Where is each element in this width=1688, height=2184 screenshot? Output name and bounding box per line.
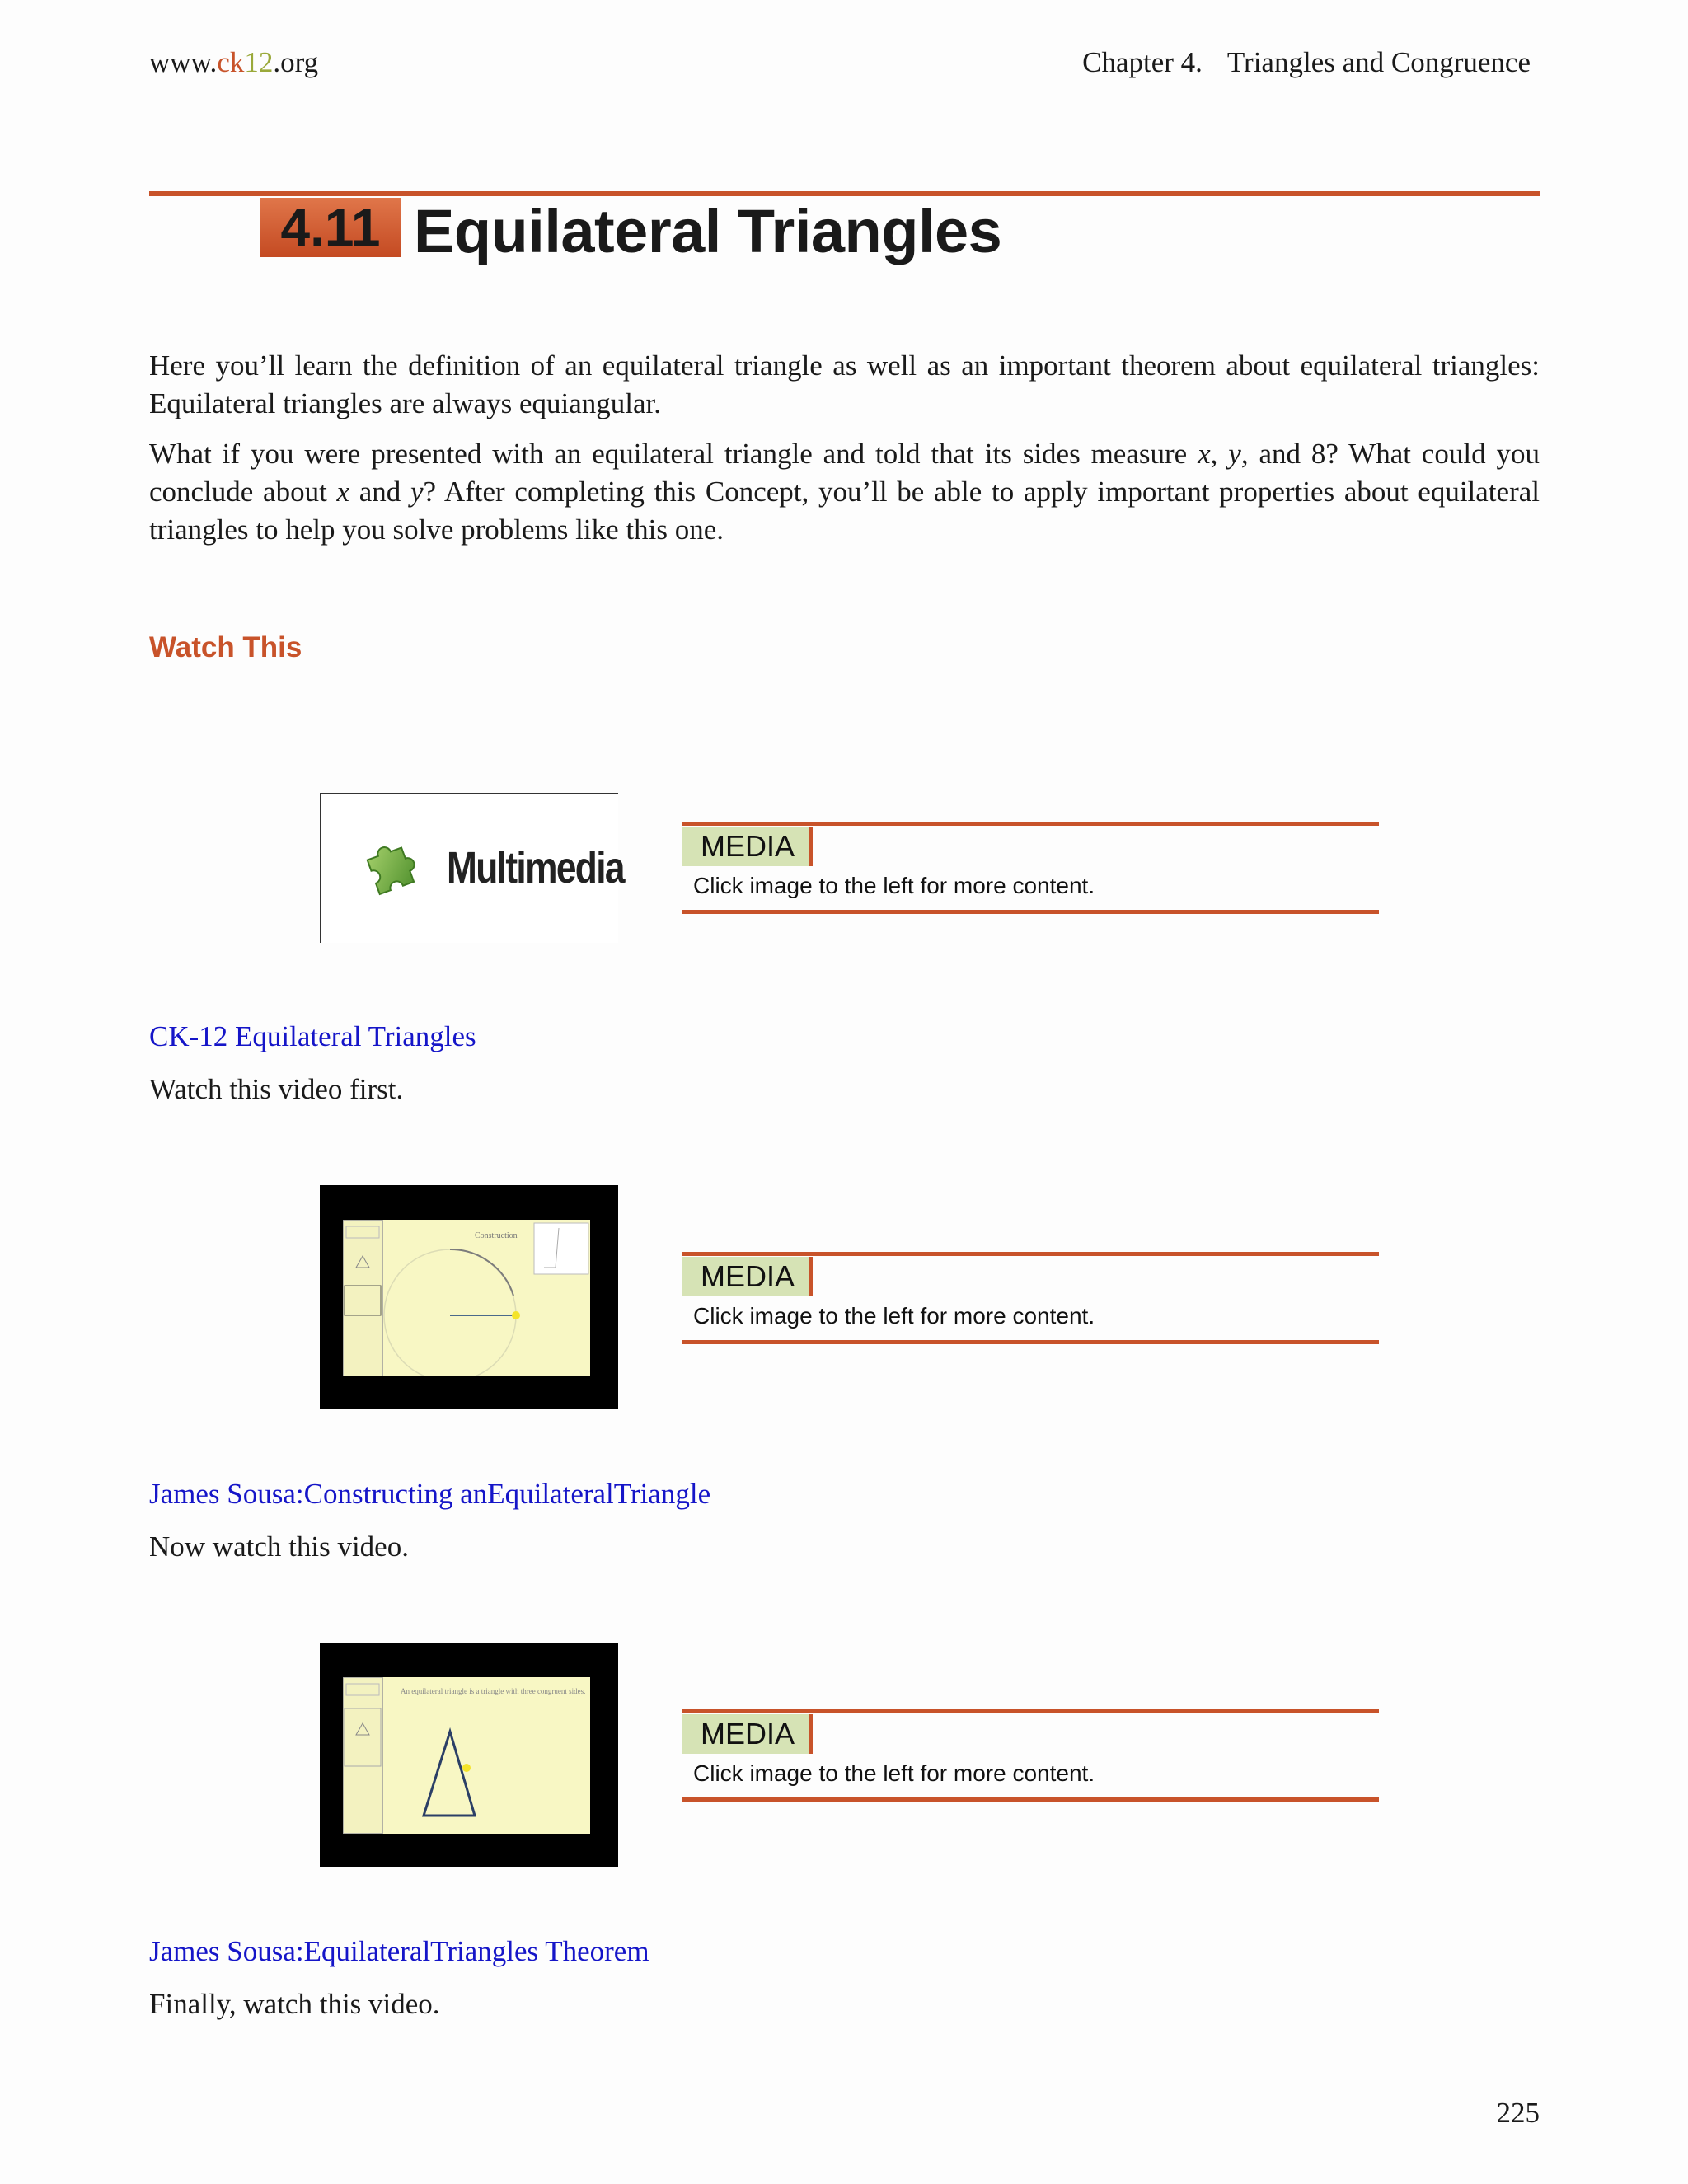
video-frame-title: An equilateral triangle is a triangle with three congruent sides. bbox=[401, 1687, 586, 1695]
site-url-12: 12 bbox=[244, 46, 274, 78]
variable-x: x bbox=[1198, 438, 1211, 470]
multimedia-thumbnail[interactable] bbox=[320, 793, 624, 943]
video-thumbnail-theorem[interactable] bbox=[320, 1643, 618, 1867]
video-link-1[interactable]: CK-12 Equilateral Triangles bbox=[149, 1020, 476, 1052]
chapter-title: Triangles and Congruence bbox=[1226, 46, 1531, 78]
intro-text: , and 8? What could you conclude about bbox=[149, 438, 1540, 508]
video-link-2[interactable]: James Sousa:Constructing anEquilateralTriangle bbox=[149, 1478, 711, 1510]
video-thumbnail-construction[interactable] bbox=[320, 1185, 618, 1409]
section-title: Equilateral Triangles bbox=[414, 197, 1002, 265]
media-tag: MEDIA bbox=[682, 1714, 813, 1754]
intro-paragraph-2 bbox=[149, 435, 1540, 549]
media-tag: MEDIA bbox=[682, 827, 813, 866]
media-note: Click image to the left for more content. bbox=[693, 1760, 1095, 1786]
site-url-prefix: www. bbox=[149, 46, 218, 78]
media-box-rule bbox=[682, 1797, 1379, 1802]
intro-text: and bbox=[349, 476, 410, 508]
video-caption-3: Finally, watch this video. bbox=[149, 1988, 440, 2020]
video-screen bbox=[343, 1220, 590, 1376]
site-url-suffix: .org bbox=[273, 46, 319, 78]
media-box-1 bbox=[682, 822, 1379, 914]
video-screen bbox=[343, 1677, 590, 1834]
multimedia-label: Multimedia bbox=[447, 843, 624, 893]
intro-text: ? After completing this Concept, you’ll be able to apply important properties about equilateral triangles to help you solve problems like this one. bbox=[149, 476, 1540, 546]
site-url[interactable] bbox=[149, 46, 318, 79]
media-tag: MEDIA bbox=[682, 1257, 813, 1296]
media-box-rule bbox=[682, 910, 1379, 914]
media-box-rule bbox=[682, 1340, 1379, 1344]
equilateral-triangle-drawing bbox=[343, 1677, 590, 1834]
media-box-rule bbox=[682, 1709, 1379, 1713]
media-box-rule bbox=[682, 822, 1379, 826]
construction-drawing bbox=[343, 1220, 590, 1376]
page-number: 225 bbox=[1496, 2097, 1540, 2129]
media-note: Click image to the left for more content. bbox=[693, 1303, 1095, 1329]
video-frame-title: Construction bbox=[475, 1231, 518, 1240]
intro-text: , bbox=[1210, 438, 1229, 470]
video-caption-2: Now watch this video. bbox=[149, 1530, 409, 1563]
variable-x: x bbox=[336, 476, 350, 508]
media-box-2 bbox=[682, 1252, 1379, 1344]
intro-paragraph-1: Here you’ll learn the definition of an equilateral triangle as well as an important theorem about equilateral triangles: Equilateral triangles are always equiangular. bbox=[149, 349, 1540, 419]
media-note: Click image to the left for more content. bbox=[693, 873, 1095, 898]
media-box-3 bbox=[682, 1709, 1379, 1802]
variable-y: y bbox=[1228, 438, 1241, 470]
site-url-ck: ck bbox=[217, 46, 245, 78]
video-link-3[interactable]: James Sousa:EquilateralTriangles Theorem bbox=[149, 1935, 649, 1967]
running-header bbox=[1082, 46, 1531, 79]
media-box-rule bbox=[682, 1252, 1379, 1256]
chapter-label: Chapter 4. bbox=[1082, 46, 1203, 78]
watch-this-heading: Watch This bbox=[149, 631, 302, 663]
intro-text: What if you were presented with an equilateral triangle and told that its sides measure bbox=[149, 438, 1198, 470]
video-caption-1: Watch this video first. bbox=[149, 1073, 404, 1105]
section-number: 4.11 bbox=[260, 198, 401, 257]
variable-y: y bbox=[410, 476, 424, 508]
